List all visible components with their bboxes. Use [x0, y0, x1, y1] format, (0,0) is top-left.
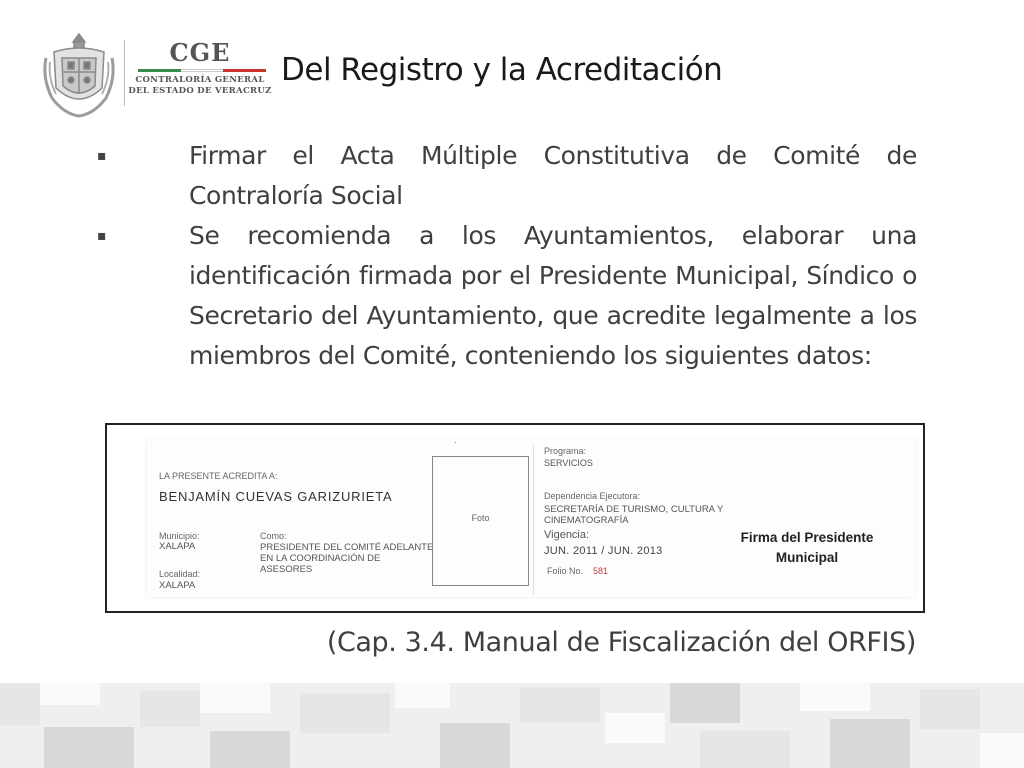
localidad-label: Localidad:	[159, 569, 201, 579]
footer-tile	[605, 713, 665, 743]
flag-green-stripe	[138, 69, 181, 72]
footer-tile	[670, 683, 740, 723]
dependencia-label: Dependencia Ejecutora:	[544, 491, 641, 501]
footer-tile	[800, 683, 870, 711]
localidad-value: XALAPA	[159, 580, 196, 591]
footer-tile	[980, 733, 1024, 768]
source-citation: (Cap. 3.4. Manual de Fiscalización del ORFIS)	[326, 627, 916, 658]
footer-tile	[700, 731, 790, 768]
como-value-line3: ASESORES	[260, 564, 313, 575]
municipio-label: Municipio:	[159, 531, 200, 541]
card-divider	[533, 445, 534, 595]
como-value-line1: PRESIDENTE DEL COMITÉ ADELANTE	[260, 542, 434, 553]
footer-tile	[830, 719, 910, 768]
footer-tile	[200, 683, 270, 713]
programa-label: Programa:	[544, 446, 587, 456]
como-value-line2: EN LA COORDINACIÓN DE	[260, 553, 381, 564]
como-label: Como:	[260, 531, 287, 541]
programa-value: SERVICIOS	[544, 458, 593, 468]
bullet-item	[95, 136, 917, 216]
flag-red-stripe	[223, 69, 266, 72]
mark-dot: `	[454, 441, 457, 451]
dependencia-value-line2: CINEMATOGRAFÍA	[544, 515, 629, 526]
footer-decoration	[0, 683, 1024, 768]
footer-tile	[140, 691, 200, 727]
bullet-text: Firmar el Acta Múltiple Constitutiva de Comité de Contraloría Social	[189, 141, 917, 210]
bullet-square-icon: ▪	[97, 148, 107, 164]
credential-card	[147, 439, 915, 597]
vigencia-value: JUN. 2011 / JUN. 2013	[544, 545, 663, 557]
accredits-label: LA PRESENTE ACREDITA A:	[159, 471, 278, 481]
footer-tile	[300, 693, 390, 733]
logo-divider	[124, 40, 125, 106]
org-abbreviation: CGE	[169, 38, 231, 67]
org-name-line1: CONTRALORÍA GENERAL	[135, 75, 265, 85]
signature-label-line1: Firma del Presidente	[740, 530, 874, 545]
photo-label: Foto	[471, 513, 490, 523]
folio-label: Folio No.	[547, 566, 584, 576]
footer-tile	[395, 683, 450, 708]
footer-tile	[44, 727, 134, 768]
member-name: BENJAMÍN CUEVAS GARIZURIETA	[159, 489, 393, 504]
flag-white-stripe	[181, 69, 224, 72]
flag-color-bar	[138, 69, 266, 72]
folio-value: 581	[593, 566, 609, 576]
footer-tile	[40, 683, 100, 705]
photo-placeholder	[432, 456, 529, 586]
signature-label-line2: Municipal	[775, 550, 839, 565]
veracruz-seal-logo	[40, 28, 118, 120]
bullet-list	[95, 136, 917, 376]
dependencia-value-line1: SECRETARÍA DE TURISMO, CULTURA Y	[544, 504, 724, 515]
bullet-square-icon: ▪	[97, 228, 107, 244]
signature-label	[720, 528, 894, 568]
vigencia-label: Vigencia:	[544, 529, 590, 541]
footer-tile	[0, 683, 40, 725]
footer-tile	[440, 723, 510, 768]
municipio-value: XALAPA	[159, 541, 196, 552]
footer-tile	[520, 687, 600, 723]
slide-title: Del Registro y la Acreditación	[281, 52, 723, 88]
bullet-item	[95, 216, 917, 376]
bullet-text: Se recomienda a los Ayuntamientos, elaborar una identificación firmada por el Presidente Municipal, Síndico o Secretario del Ayuntamiento, que acredite legalmente a los miembros del Comité, conteniendo los siguientes datos:	[189, 221, 917, 370]
footer-tile	[920, 689, 980, 729]
credential-example-frame	[105, 423, 925, 613]
org-name-line2: DEL ESTADO DE VERACRUZ	[128, 86, 272, 96]
footer-tile	[210, 731, 290, 768]
cge-logo	[128, 40, 272, 97]
